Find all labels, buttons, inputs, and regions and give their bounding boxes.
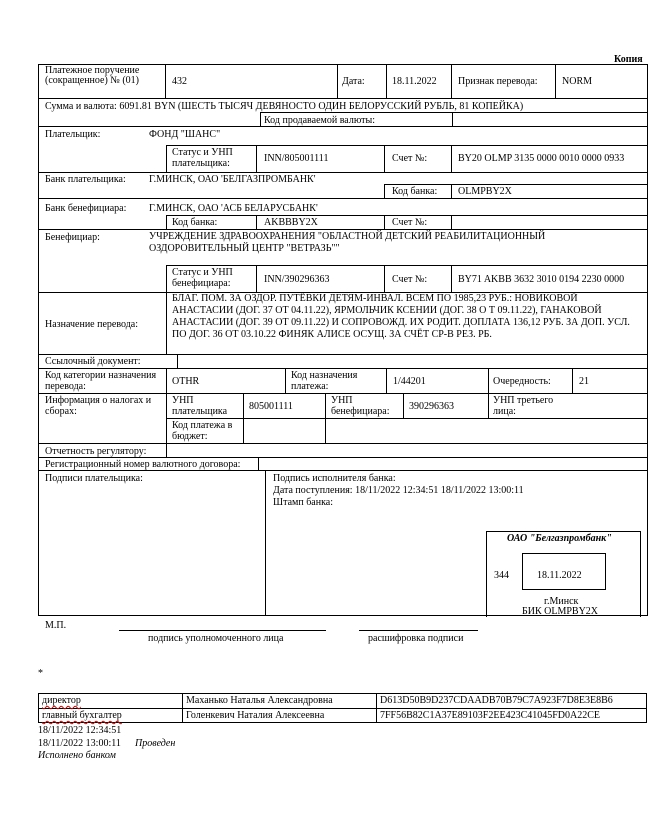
- asterisk: *: [38, 668, 43, 679]
- date-label: Дата:: [342, 76, 365, 87]
- payer-status-label: Статус и УНП плательщика:: [172, 147, 233, 169]
- stamp-number: 344: [494, 570, 509, 581]
- regulator-label: Отчетность регулятору:: [45, 446, 147, 457]
- signer-name-2: Голенкевич Наталия Алексеевна: [186, 710, 325, 721]
- benef-bank-label: Банк бенефициара:: [45, 203, 127, 214]
- log-line-1: 18/11/2022 12:34:51: [38, 725, 122, 736]
- payment-code: 1/44201: [393, 376, 426, 387]
- category-label: Код категории назначения перевода:: [45, 370, 157, 392]
- benef-bank-name: Г.МИНСК, ОАО 'АСБ БЕЛАРУСБАНК': [149, 203, 318, 214]
- mp-label: М.П.: [45, 620, 67, 631]
- budget-code-label: Код платежа в бюджет:: [172, 420, 233, 442]
- doc-title: Платежное поручение (сокращенное) № (01): [45, 65, 140, 86]
- copy-label: Копия: [614, 54, 643, 65]
- third-unp-label: УНП третьего лица:: [493, 395, 554, 417]
- reference-doc-label: Ссылочный документ:: [45, 356, 141, 367]
- payer-status-value: INN/805001111: [264, 153, 329, 164]
- log-line-2-status: Проведен: [135, 738, 176, 749]
- benef-bank-account-label: Счет №:: [392, 217, 428, 228]
- taxes-label: Информация о налогах и сборах:: [45, 395, 152, 417]
- signer-name-1: Маханько Наталья Александровна: [186, 695, 333, 706]
- beneficiary-label: Бенефициар:: [45, 232, 100, 243]
- benef-status-label: Статус и УНП бенефициара:: [172, 267, 233, 289]
- transfer-flag: NORM: [562, 76, 593, 87]
- payer-name: ФОНД "ШАНС": [149, 129, 221, 140]
- payer-account: BY20 OLMP 3135 0000 0010 0000 0933: [458, 153, 625, 164]
- stamp-bic: БИК OLMPBY2X: [522, 606, 599, 617]
- payer-bank-code: OLMPBY2X: [458, 186, 512, 197]
- payer-bank-name: Г.МИНСК, ОАО 'БЕЛГАЗПРОМБАНК': [149, 174, 316, 185]
- stamp-date: 18.11.2022: [537, 570, 582, 581]
- stamp-city: г.Минск: [544, 596, 579, 607]
- sold-currency-label: Код продаваемой валюты:: [264, 115, 376, 126]
- payer-bank-code-label: Код банка:: [392, 186, 438, 197]
- benef-bank-code-label: Код банка:: [172, 217, 218, 228]
- sign-caption: подпись уполномоченного лица: [148, 633, 284, 644]
- beneficiary-name: УЧРЕЖДЕНИЕ ЗДРАВООХРАНЕНИЯ "ОБЛАСТНОЙ ДЕТСКИЙ РЕАБИЛИТАЦИОННЫЙ ОЗДОРОВИТЕЛЬНЫЙ ЦЕНТР "ВЕТРАЗЬ"": [149, 231, 546, 254]
- purpose-text: БЛАГ. ПОМ. ЗА ОЗДОР. ПУТЁВКИ ДЕТЯМ-ИНВАЛ. ВСЕМ ПО 1985,23 РУБ.: НОВИКОВОЙ АНАСТАСИИ (ДОГ. 37 ОТ 04.11.22), ЯРМОЛЬЧИК КСЕНИИ (ДОГ. 38 О Т 09.11.22), ГАНАКОВОЙ АНАСТАСИИ (ДОГ. 39 ОТ 09.11.22) И СОПРОВОЖД. ИХ РОДИТ. ДОПЛАТА 136,12 РУБ. ЗА ДОП. УСЛ. ПО ДОГ. 36 ОТ 03.10.22 ФИНЯК АЛИСЕ ОСУЩ. ЗА СЧЁТ СР-В РЕЗ. РБ.: [172, 293, 630, 340]
- payer-label: Плательщик:: [45, 129, 101, 140]
- priority-label: Очередность:: [493, 376, 551, 387]
- stamp-bank-name: ОАО "Белгазпромбанк": [507, 533, 612, 544]
- bank-sign-label: Подпись исполнителя банка:: [273, 473, 396, 484]
- decode-caption: расшифровка подписи: [368, 633, 464, 644]
- payer-bank-label: Банк плательщика:: [45, 174, 126, 185]
- transfer-flag-label: Признак перевода:: [458, 76, 538, 87]
- benef-unp-label: УНП бенефициара:: [331, 395, 390, 417]
- contract-label: Регистрационный номер валютного договора:: [45, 459, 241, 470]
- signer-hash-1: D613D50B9D237CDAADB70B79C7A923F7D8E3E8B6: [380, 695, 613, 706]
- log-line-2-time: 18/11/2022 13:00:11: [38, 738, 121, 749]
- signer-role-2: главный бухгалтер: [42, 710, 122, 721]
- purpose-label: Назначение перевода:: [45, 319, 139, 330]
- benef-account: BY71 AKBB 3632 3010 0194 2230 0000: [458, 274, 625, 285]
- doc-date: 18.11.2022: [392, 76, 437, 87]
- priority: 21: [579, 376, 589, 387]
- benef-status-value: INN/390296363: [264, 274, 330, 285]
- stamp-label: Штамп банка:: [273, 497, 333, 508]
- payer-unp-label: УНП плательщика: [172, 395, 228, 417]
- benef-bank-code: AKBBBY2X: [264, 217, 318, 228]
- payer-unp: 805001111: [249, 401, 293, 412]
- benef-account-label: Счет №:: [392, 274, 428, 285]
- payer-signatures-label: Подписи плательщика:: [45, 473, 143, 484]
- category-value: OTHR: [172, 376, 200, 387]
- doc-number: 432: [172, 76, 187, 87]
- signer-hash-2: 7FF56B82C1A37E89103F2EE423C41045FD0A22CE: [380, 710, 601, 721]
- received-date: Дата поступления: 18/11/2022 12:34:51 18/11/2022 13:00:11: [273, 485, 524, 496]
- signer-role-1: директор: [42, 695, 81, 706]
- benef-unp: 390296363: [409, 401, 454, 412]
- payer-account-label: Счет №:: [392, 153, 428, 164]
- log-line-3: Исполнено банком: [38, 750, 116, 761]
- payment-code-label: Код назначения платежа:: [291, 370, 358, 392]
- amount-text: Сумма и валюта: 6091.81 BYN (ШЕСТЬ ТЫСЯЧ ДЕВЯНОСТО ОДИН БЕЛОРУССКИЙ РУБЛЬ, 81 КОПЕЙКА): [45, 101, 524, 112]
